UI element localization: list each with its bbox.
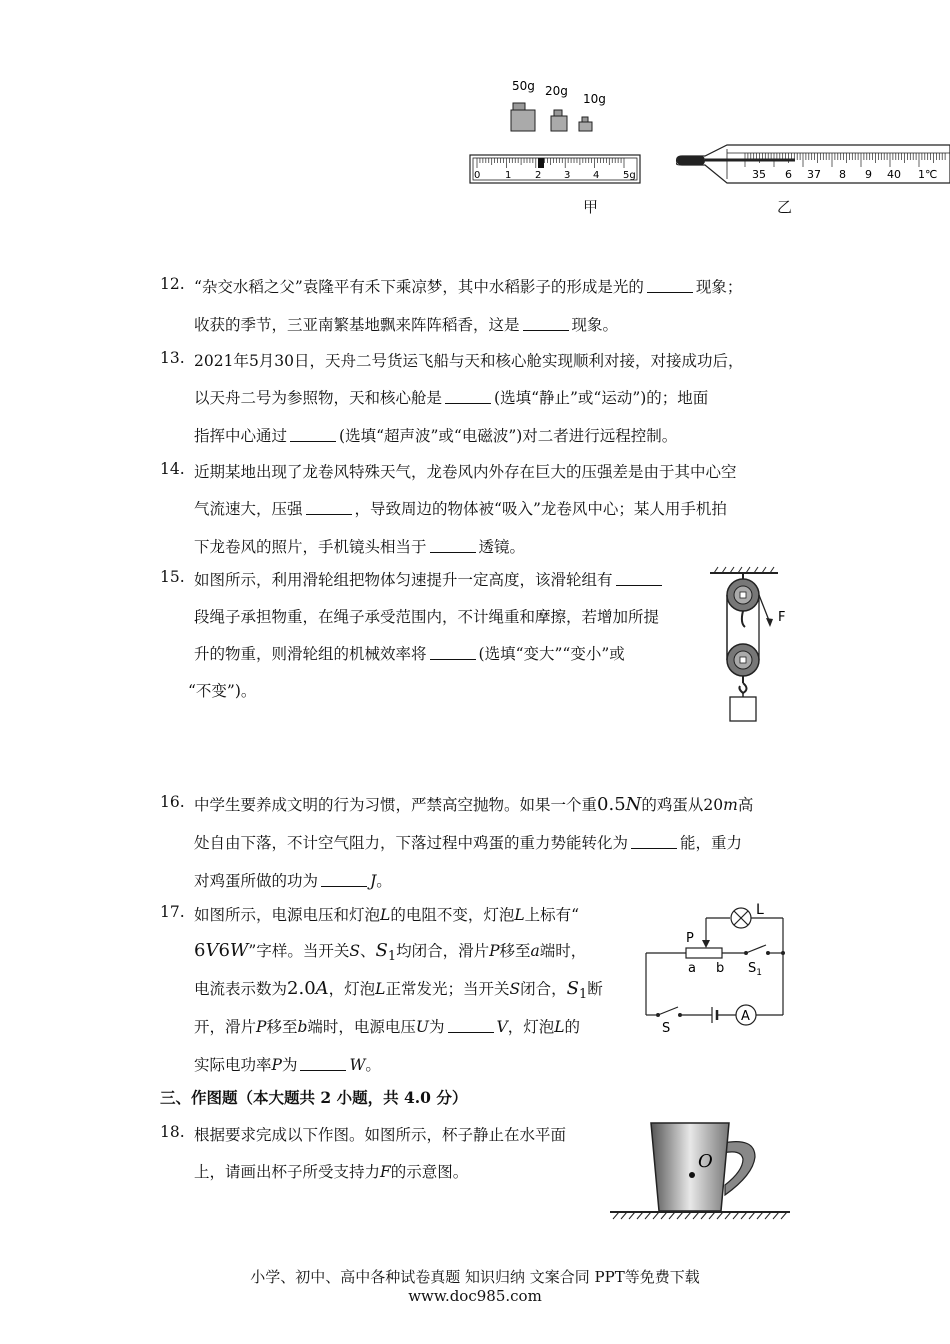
ground-hatch-mark	[661, 1212, 667, 1219]
figure-pulley-svg	[700, 565, 800, 730]
question-text: ，灯泡	[507, 1018, 555, 1036]
ruler-tick-2: 2	[535, 170, 542, 181]
answer-blank[interactable]	[306, 500, 352, 515]
ground-hatch-mark	[733, 1212, 739, 1219]
answer-blank[interactable]	[321, 872, 367, 887]
math-unit: m	[723, 796, 738, 814]
math-value: 2.0	[287, 978, 316, 999]
figure-pulley	[700, 565, 800, 730]
question-text: (选填“变大”“变小”或	[478, 645, 625, 663]
question-text: 为	[281, 1056, 298, 1074]
question-text: 气流速大，压强	[194, 500, 303, 518]
question-text: 现象。	[571, 316, 619, 334]
thermo-tick-41: 1℃	[918, 168, 938, 181]
question-text: 指挥中心通过	[194, 427, 288, 445]
ground-hatch-mark	[677, 1212, 683, 1219]
math-var: F	[380, 1163, 391, 1181]
ground-hatch-mark	[773, 1212, 779, 1219]
question-text: 中学生要养成文明的行为习惯，严禁高空抛物。如果一个重	[194, 796, 598, 814]
math-var: P	[489, 942, 500, 960]
ground-hatch-mark	[621, 1212, 627, 1219]
question-number: 12.	[160, 275, 185, 293]
question-text: 、	[359, 942, 376, 960]
question-text: 断	[587, 980, 603, 998]
thermo-tick-36: 6	[785, 168, 792, 181]
ground-hatch-mark	[613, 1212, 619, 1219]
question-line	[194, 903, 579, 925]
question-16	[160, 793, 800, 893]
question-12	[160, 275, 800, 335]
circuit-label-b: b	[716, 961, 725, 976]
ground-hatch-mark	[749, 1212, 755, 1219]
answer-blank[interactable]	[290, 427, 336, 442]
math-var: U	[415, 1018, 429, 1036]
math-sub: 1	[578, 987, 588, 1003]
question-text: 处自由下落，不计空气阻力，下落过程中鸡蛋的重力势能转化为	[194, 834, 629, 852]
math-var: b	[297, 1018, 308, 1036]
question-text: ，灯泡	[328, 980, 376, 998]
question-text: 升的物重，则滑轮组的机械效率将	[194, 645, 427, 663]
ground-hatch-mark	[765, 1212, 771, 1219]
figure-balance-svg	[465, 75, 950, 220]
ground-hatch-mark	[629, 1212, 635, 1219]
question-line	[194, 568, 665, 590]
question-text: 根据要求完成以下作图。如图所示，杯子静止在水平面	[194, 1126, 567, 1144]
question-text: 段绳子承担物重，在绳子承受范围内，不计绳重和摩擦，若增加所提	[194, 608, 660, 626]
force-label-f: F	[778, 610, 786, 625]
answer-blank[interactable]	[445, 389, 491, 404]
thermo-tick-40: 40	[887, 168, 901, 181]
question-text: 现象；	[695, 278, 743, 296]
question-line	[194, 424, 677, 446]
question-text: 上，请画出杯子所受支持力	[194, 1163, 381, 1181]
question-text: 正常发光；当开关	[385, 980, 510, 998]
answer-blank[interactable]	[523, 316, 569, 331]
question-text: 的	[564, 1018, 581, 1036]
math-var: P	[271, 1056, 282, 1074]
answer-blank[interactable]	[631, 834, 677, 849]
thermo-tick-37: 37	[807, 168, 821, 181]
question-text: 开，滑片	[194, 1018, 257, 1036]
math-unit: W	[229, 940, 249, 961]
question-line	[194, 831, 742, 853]
circuit-label-l: L	[756, 902, 764, 918]
figure-circuit-svg	[640, 898, 800, 1038]
question-text: 均闭合，滑片	[396, 942, 490, 960]
circuit-label-s: S	[662, 1021, 671, 1036]
question-line	[194, 497, 727, 519]
math-value: 6	[194, 940, 206, 961]
question-text: (选填“静止”或“运动”)的；地面	[494, 389, 709, 407]
ruler-tick-0: 0	[474, 170, 481, 181]
question-text: 如图所示，利用滑轮组把物体匀速提升一定高度，该滑轮组有	[194, 571, 613, 589]
question-text: 透镜。	[478, 538, 526, 556]
question-line	[194, 460, 737, 482]
question-line	[194, 386, 708, 408]
question-text: 实际电功率	[194, 1056, 272, 1074]
weight-50g	[511, 103, 535, 131]
question-18	[160, 1123, 620, 1193]
caption-jia: 甲	[583, 198, 599, 216]
math-var: a	[530, 942, 540, 960]
figure-cup-svg	[605, 1115, 795, 1235]
question-text: 能，重力	[680, 834, 743, 852]
question-line	[194, 977, 603, 1002]
cup-center-label-o: O	[698, 1151, 713, 1172]
ruler-tick-1: 1	[505, 170, 512, 181]
figure-cup	[605, 1115, 795, 1235]
thermo-tick-39: 9	[865, 168, 872, 181]
question-text: 。	[376, 872, 392, 890]
question-text: ”字样。当开关	[248, 942, 350, 960]
question-text: 高	[737, 796, 754, 814]
ruler-tick-3: 3	[564, 170, 571, 181]
question-number: 17.	[160, 903, 185, 921]
math-var: S	[509, 980, 521, 998]
question-text: 收获的季节，三亚南繁基地飘来阵阵稻香，这是	[194, 316, 520, 334]
math-var: L	[514, 906, 525, 924]
math-unit: V	[496, 1018, 508, 1036]
question-text: 移至	[266, 1018, 298, 1036]
ground-hatch-mark	[645, 1212, 651, 1219]
math-var: S	[349, 942, 360, 960]
question-line	[194, 1015, 580, 1037]
figure-balance	[465, 75, 950, 220]
math-value: 6	[218, 940, 230, 961]
ruler	[470, 155, 640, 183]
question-line	[194, 642, 625, 664]
question-text: 对鸡蛋所做的功为	[194, 872, 319, 890]
math-var: L	[554, 1018, 565, 1036]
question-text: 端时，	[539, 942, 587, 960]
thermo-tick-35: 35	[752, 168, 766, 181]
ground-hatch-mark	[741, 1212, 747, 1219]
question-line	[194, 1123, 566, 1145]
circuit-label-ammeter: A	[741, 1009, 750, 1024]
question-line	[194, 939, 586, 964]
footer-url[interactable]: www.doc985.com	[408, 1287, 542, 1305]
question-line	[194, 535, 525, 557]
thermometer	[677, 145, 950, 183]
question-text: 为	[429, 1018, 445, 1036]
ground-hatch-mark	[701, 1212, 707, 1219]
math-var: S	[566, 978, 579, 999]
question-text: 2021年5月30日，天舟二号货运飞船与天和核心舱实现顺利对接，对接成功后，	[194, 352, 744, 370]
question-line	[194, 605, 659, 627]
ground-hatch-mark	[653, 1212, 659, 1219]
ruler-tick-5: 5g	[623, 170, 636, 181]
caption-yi: 乙	[777, 198, 793, 216]
question-line	[194, 869, 392, 891]
question-text: 的电阻不变，灯泡	[390, 906, 515, 924]
question-line	[194, 793, 753, 815]
question-text: 移至	[499, 942, 531, 960]
answer-blank[interactable]	[430, 645, 476, 660]
circuit-label-s1: $S_1$	[748, 961, 762, 978]
math-value: 0.5	[597, 794, 626, 815]
weight-label-20g: 20g	[545, 84, 568, 98]
question-text: 电流表示数为	[194, 980, 288, 998]
question-text: 端时，电源电压	[307, 1018, 416, 1036]
ground-hatch-mark	[725, 1212, 731, 1219]
circuit-label-a: a	[688, 961, 696, 976]
ground-hatch-mark	[685, 1212, 691, 1219]
weight-10g	[579, 117, 592, 131]
question-text: 闭合，	[520, 980, 567, 998]
question-text: 。	[365, 1056, 381, 1074]
question-text: 如图所示，电源电压和灯泡	[194, 906, 381, 924]
thermo-tick-38: 8	[839, 168, 846, 181]
question-13	[160, 349, 800, 449]
question-number: 18.	[160, 1123, 185, 1141]
question-text: 的示意图。	[390, 1163, 469, 1181]
ground-hatch-mark	[693, 1212, 699, 1219]
question-text: 的鸡蛋从20	[641, 796, 724, 814]
question-number: 16.	[160, 793, 185, 811]
math-var: S	[375, 940, 388, 961]
math-var: P	[256, 1018, 267, 1036]
weight-label-10g: 10g	[583, 92, 606, 106]
question-line	[194, 349, 744, 371]
math-unit: N	[625, 794, 642, 815]
question-line	[194, 275, 742, 297]
question-17	[160, 903, 640, 1073]
question-text: “不变”)。	[188, 682, 257, 700]
ground-hatch-mark	[757, 1212, 763, 1219]
answer-blank[interactable]	[448, 1018, 494, 1033]
question-line	[194, 313, 618, 335]
question-text: 下龙卷风的照片，手机镜头相当于	[194, 538, 427, 556]
ground-hatch-mark	[717, 1212, 723, 1219]
figure-circuit	[640, 898, 800, 1038]
question-number: 14.	[160, 460, 185, 478]
question-line	[188, 679, 256, 701]
weight-20g	[551, 110, 567, 131]
question-text: 上标有“	[524, 906, 580, 924]
question-line	[194, 1160, 468, 1182]
question-14	[160, 460, 800, 560]
math-unit: J	[370, 872, 377, 890]
question-text: 近期某地出现了龙卷风特殊天气，龙卷风内外存在巨大的压强差是由于其中心空	[194, 463, 737, 481]
ground-hatch-mark	[709, 1212, 715, 1219]
footer-line-1: 小学、初中、高中各种试卷真题 知识归纳 文案合同 PPT等免费下载	[250, 1268, 700, 1286]
question-text: 以天舟二号为参照物，天和核心舱是	[194, 389, 443, 407]
math-unit: A	[315, 978, 329, 999]
math-unit: W	[349, 1056, 366, 1074]
answer-blank[interactable]	[647, 278, 693, 293]
section-heading: 三、作图题（本大题共 2 小题，共 4.0 分）	[160, 1088, 468, 1107]
question-text: ，导致周边的物体被“吸入”龙卷风中心；某人用手机拍	[354, 500, 727, 518]
ground-hatch-mark	[781, 1212, 787, 1219]
ruler-tick-4: 4	[593, 170, 600, 181]
math-unit: V	[205, 940, 219, 961]
math-var: L	[380, 906, 391, 924]
ground-hatch-mark	[669, 1212, 675, 1219]
weight-label-50g: 50g	[512, 79, 535, 93]
question-number: 15.	[160, 568, 185, 586]
math-sub: 1	[387, 949, 397, 965]
question-line	[194, 1053, 381, 1075]
answer-blank[interactable]	[300, 1056, 346, 1071]
circuit-label-p: P	[686, 931, 694, 946]
question-number: 13.	[160, 349, 185, 367]
ground-hatch-mark	[637, 1212, 643, 1219]
math-var: L	[375, 980, 386, 998]
question-text: (选填“超声波”或“电磁波”)对二者进行远程控制。	[339, 427, 678, 445]
answer-blank[interactable]	[616, 571, 662, 586]
answer-blank[interactable]	[430, 538, 476, 553]
question-text: “杂交水稻之父”袁隆平有禾下乘凉梦，其中水稻影子的形成是光的	[194, 278, 644, 296]
